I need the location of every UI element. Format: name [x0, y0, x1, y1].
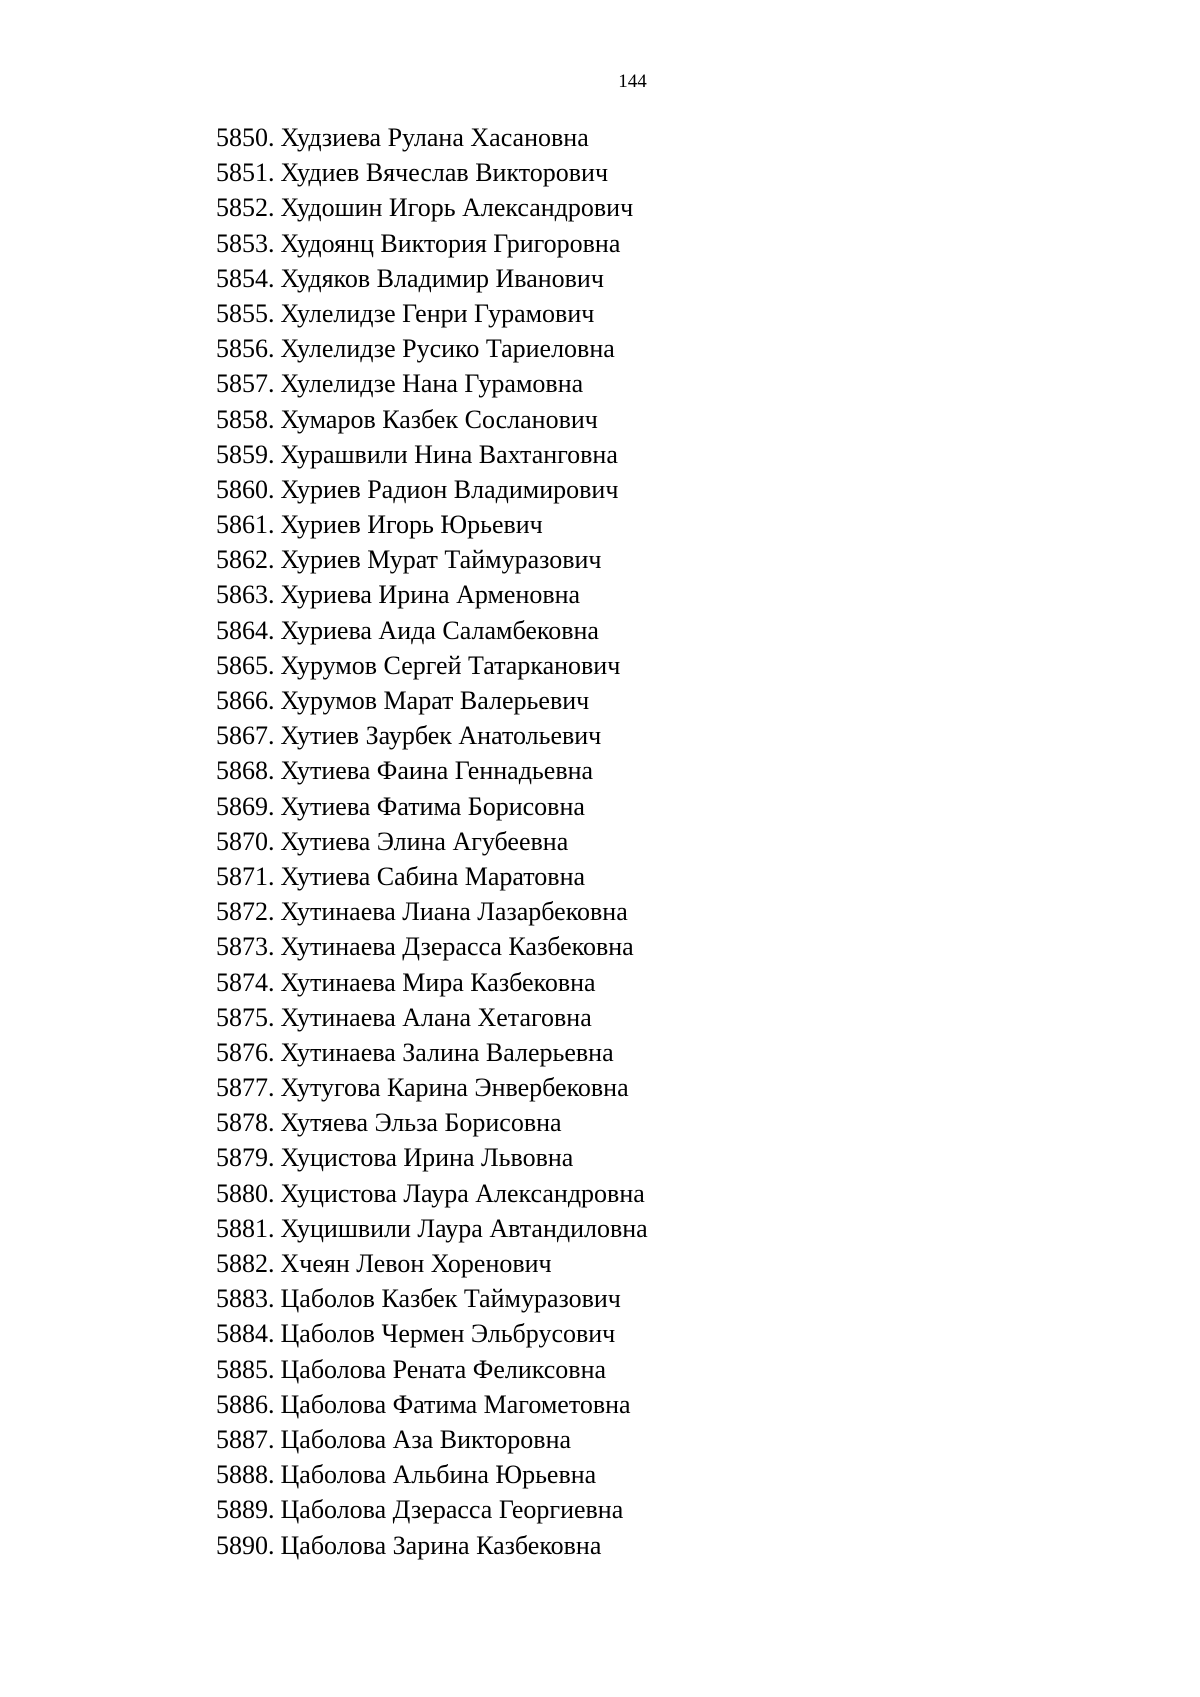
person-name: Худошин Игорь Александрович — [280, 193, 634, 223]
item-number: 5869. — [216, 791, 275, 821]
person-name: Худоянц Виктория Григоровна — [280, 228, 621, 258]
list-item — [216, 1387, 648, 1422]
list-item — [216, 1000, 648, 1035]
person-name: Хутинаева Дзерасса Казбековна — [280, 932, 634, 962]
person-name: Хчеян Левон Хоренович — [280, 1249, 552, 1278]
list-item — [216, 472, 648, 507]
list-item — [216, 1246, 648, 1281]
person-name: Цаболова Дзерасса Георгиевна — [280, 1495, 624, 1525]
list-item — [216, 331, 648, 366]
person-name: Хутинаева Мира Казбековна — [280, 967, 596, 997]
person-name: Цаболов Чермен Эльбрусович — [280, 1319, 616, 1349]
person-name: Цаболова Аза Викторовна — [280, 1424, 572, 1454]
item-number: 5866. — [216, 686, 275, 715]
person-name: Хуцистова Лаура Александровна — [280, 1178, 645, 1208]
list-item — [216, 155, 648, 190]
person-name: Хуриева Ирина Арменовна — [280, 580, 581, 610]
person-name: Хурумов Марат Валерьевич — [280, 686, 590, 715]
list-item — [216, 613, 648, 648]
list-item — [216, 542, 648, 577]
item-number: 5885. — [216, 1354, 275, 1384]
person-name: Худиев Вячеслав Викторович — [280, 158, 609, 188]
list-item — [216, 894, 648, 929]
list-item — [216, 261, 648, 296]
list-item — [216, 824, 648, 859]
person-name: Хуриева Аида Саламбековна — [280, 615, 599, 645]
list-item — [216, 1211, 648, 1246]
list-item — [216, 226, 648, 261]
list-item — [216, 507, 648, 542]
item-number: 5873. — [216, 932, 275, 962]
list-item — [216, 753, 648, 788]
list-item — [216, 1528, 648, 1563]
name-list — [216, 120, 648, 1563]
person-name: Цаболова Фатима Магометовна — [280, 1389, 631, 1419]
person-name: Хутяева Эльза Борисовна — [280, 1108, 562, 1138]
item-number: 5877. — [216, 1073, 275, 1103]
item-number: 5888. — [216, 1460, 275, 1490]
person-name: Хутиева Элина Агубеевна — [280, 826, 569, 856]
person-name: Худяков Владимир Иванович — [280, 263, 604, 293]
list-item — [216, 1492, 648, 1527]
person-name: Хумаров Казбек Сосланович — [280, 404, 598, 434]
item-number: 5868. — [216, 756, 275, 786]
person-name: Цаболова Рената Феликсовна — [280, 1354, 607, 1384]
item-number: 5853. — [216, 228, 275, 258]
person-name: Хулелидзе Нана Гурамовна — [280, 369, 584, 399]
item-number: 5858. — [216, 404, 275, 434]
person-name: Хуриев Радион Владимирович — [280, 474, 619, 504]
list-item — [216, 718, 648, 753]
list-item — [216, 789, 648, 824]
person-name: Хутинаева Залина Валерьевна — [280, 1037, 614, 1067]
person-name: Хуриев Игорь Юрьевич — [280, 510, 543, 540]
list-item — [216, 1176, 648, 1211]
list-item — [216, 402, 648, 437]
person-name: Хурашвили Нина Вахтанговна — [280, 439, 618, 469]
item-number: 5850. — [216, 123, 275, 152]
item-number: 5852. — [216, 193, 275, 223]
item-number: 5862. — [216, 545, 275, 575]
person-name: Хутиева Сабина Маратовна — [280, 861, 586, 891]
item-number: 5860. — [216, 474, 275, 504]
item-number: 5851. — [216, 158, 275, 188]
item-number: 5856. — [216, 334, 275, 364]
list-item — [216, 120, 648, 155]
list-item — [216, 366, 648, 401]
item-number: 5871. — [216, 861, 275, 891]
item-number: 5880. — [216, 1178, 275, 1208]
person-name: Хутиева Фатима Борисовна — [280, 791, 585, 821]
list-item — [216, 577, 648, 612]
list-item — [216, 1035, 648, 1070]
item-number: 5867. — [216, 721, 275, 751]
person-name: Хутинаева Лиана Лазарбековна — [280, 897, 628, 927]
item-number: 5861. — [216, 510, 275, 540]
list-item — [216, 1457, 648, 1492]
person-name: Худзиева Рулана Хасановна — [280, 123, 589, 152]
list-item — [216, 1105, 648, 1140]
item-number: 5879. — [216, 1143, 275, 1173]
person-name: Хутугова Карина Энвербековна — [280, 1073, 629, 1103]
list-item — [216, 1140, 648, 1175]
item-number: 5864. — [216, 615, 275, 645]
person-name: Хуцистова Ирина Львовна — [280, 1143, 574, 1173]
person-name: Хутинаева Алана Хетаговна — [280, 1002, 592, 1032]
person-name: Хуцишвили Лаура Автандиловна — [280, 1213, 648, 1243]
item-number: 5878. — [216, 1108, 275, 1138]
list-item — [216, 859, 648, 894]
list-item — [216, 437, 648, 472]
list-item — [216, 1316, 648, 1351]
list-item — [216, 190, 648, 225]
item-number: 5884. — [216, 1319, 275, 1349]
list-item — [216, 1422, 648, 1457]
item-number: 5872. — [216, 897, 275, 927]
list-item — [216, 1352, 648, 1387]
list-item — [216, 1281, 648, 1316]
person-name: Цаболова Зарина Казбековна — [280, 1530, 602, 1560]
item-number: 5876. — [216, 1037, 275, 1067]
person-name: Хурумов Сергей Татарканович — [280, 650, 621, 680]
item-number: 5870. — [216, 826, 275, 856]
item-number: 5883. — [216, 1284, 275, 1314]
item-number: 5863. — [216, 580, 275, 610]
item-number: 5882. — [216, 1249, 275, 1278]
item-number: 5881. — [216, 1213, 275, 1243]
person-name: Хулелидзе Генри Гурамович — [280, 298, 595, 328]
item-number: 5859. — [216, 439, 275, 469]
item-number: 5874. — [216, 967, 275, 997]
person-name: Хутиев Заурбек Анатольевич — [280, 721, 602, 751]
item-number: 5887. — [216, 1424, 275, 1454]
item-number: 5886. — [216, 1389, 275, 1419]
list-item — [216, 683, 648, 718]
person-name: Хулелидзе Русико Тариеловна — [280, 334, 615, 364]
item-number: 5854. — [216, 263, 275, 293]
person-name: Цаболова Альбина Юрьевна — [280, 1460, 597, 1490]
item-number: 5875. — [216, 1002, 275, 1032]
list-item — [216, 929, 648, 964]
item-number: 5890. — [216, 1530, 275, 1560]
item-number: 5865. — [216, 650, 275, 680]
person-name: Цаболов Казбек Таймуразович — [280, 1284, 621, 1314]
page-number: 144 — [618, 71, 647, 92]
list-item — [216, 648, 648, 683]
item-number: 5855. — [216, 298, 275, 328]
list-item — [216, 1070, 648, 1105]
item-number: 5857. — [216, 369, 275, 399]
item-number: 5889. — [216, 1495, 275, 1525]
list-item — [216, 296, 648, 331]
person-name: Хуриев Мурат Таймуразович — [280, 545, 602, 575]
person-name: Хутиева Фаина Геннадьевна — [280, 756, 594, 786]
list-item — [216, 965, 648, 1000]
